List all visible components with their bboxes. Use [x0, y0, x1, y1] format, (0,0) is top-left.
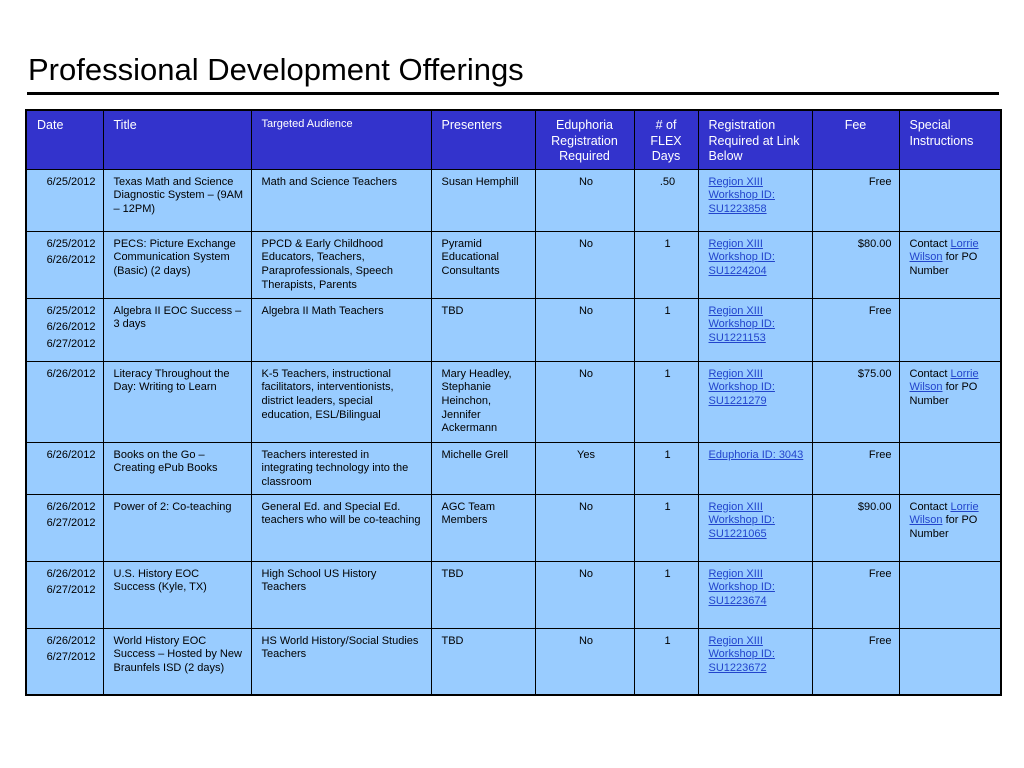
audience-cell: Algebra II Math Teachers — [251, 298, 431, 361]
presenters-cell: Pyramid Educational Consultants — [431, 231, 535, 298]
title-cell: Texas Math and Science Diagnostic System – (9AM – 12PM) — [103, 169, 251, 231]
special-instructions-cell — [899, 361, 1001, 442]
contact-link[interactable]: Lorrie Wilson — [909, 237, 979, 264]
eduphoria-cell: No — [535, 298, 634, 361]
contact-link[interactable]: Lorrie Wilson — [909, 500, 979, 527]
special-instructions-cell — [899, 494, 1001, 561]
header-fee: Fee — [812, 110, 899, 169]
fee-cell: Free — [812, 561, 899, 628]
table-row — [26, 298, 1001, 361]
flex-days-cell: .50 — [634, 169, 698, 231]
flex-days-cell: 1 — [634, 442, 698, 494]
special-suffix: for PO Number — [909, 251, 978, 277]
registration-cell — [698, 361, 812, 442]
audience-cell: High School US History Teachers — [251, 561, 431, 628]
contact-link[interactable]: Lorrie Wilson — [909, 367, 979, 394]
audience-cell: Teachers interested in integrating technology into the classroom — [251, 442, 431, 494]
date-cell — [26, 494, 103, 561]
date-value: 6/26/2012 — [46, 448, 96, 461]
table-header-row — [26, 110, 1001, 169]
table-row — [26, 494, 1001, 561]
fee-cell: Free — [812, 628, 899, 695]
date-cell — [26, 169, 103, 231]
eduphoria-cell: No — [535, 628, 634, 695]
date-value: 6/26/2012 — [46, 367, 96, 380]
registration-link[interactable]: Region XIII Workshop ID: SU1221153 — [708, 304, 775, 344]
header-presenters: Presenters — [431, 110, 535, 169]
flex-days-cell: 1 — [634, 561, 698, 628]
date-value: 6/26/2012 — [46, 567, 96, 580]
title-cell: Power of 2: Co-teaching — [103, 494, 251, 561]
date-value: 6/25/2012 — [46, 175, 96, 188]
date-value: 6/25/2012 — [46, 304, 96, 317]
header-special-instructions: Special Instructions — [899, 110, 1001, 169]
title-cell: Algebra II EOC Success – 3 days — [103, 298, 251, 361]
presenters-cell: AGC Team Members — [431, 494, 535, 561]
presenters-cell: Michelle Grell — [431, 442, 535, 494]
registration-link[interactable]: Region XIII Workshop ID: SU1223672 — [708, 634, 775, 675]
header-registration-link: Registration Required at Link Below — [698, 110, 812, 169]
flex-days-cell: 1 — [634, 628, 698, 695]
special-prefix: Contact — [909, 237, 951, 250]
date-cell — [26, 442, 103, 494]
offerings-table — [25, 109, 1002, 696]
table-body — [26, 169, 1001, 695]
table-row — [26, 169, 1001, 231]
presenters-cell: TBD — [431, 561, 535, 628]
fee-cell: Free — [812, 169, 899, 231]
special-prefix: Contact — [909, 500, 951, 513]
header-targeted-audience: Targeted Audience — [251, 110, 431, 169]
fee-cell: $75.00 — [812, 361, 899, 442]
date-value: 6/25/2012 — [46, 237, 96, 250]
eduphoria-cell: No — [535, 361, 634, 442]
date-value: 6/27/2012 — [46, 517, 96, 530]
special-prefix: Contact — [909, 367, 951, 380]
presenters-cell: TBD — [431, 628, 535, 695]
special-instructions-cell — [899, 231, 1001, 298]
audience-cell: PPCD & Early Childhood Educators, Teachers, Paraprofessionals, Speech Therapists, Parents — [251, 231, 431, 298]
header-flex-days: # of FLEX Days — [634, 110, 698, 169]
flex-days-cell: 1 — [634, 361, 698, 442]
presenters-cell: Mary Headley, Stephanie Heinchon, Jennifer Ackermann — [431, 361, 535, 442]
date-cell — [26, 298, 103, 361]
eduphoria-cell: Yes — [535, 442, 634, 494]
date-value: 6/27/2012 — [46, 651, 96, 664]
special-suffix: for PO Number — [909, 514, 978, 541]
fee-cell: Free — [812, 298, 899, 361]
date-value: 6/26/2012 — [46, 321, 96, 334]
eduphoria-cell: No — [535, 494, 634, 561]
special-instructions-cell — [899, 442, 1001, 494]
title-cell: Books on the Go – Creating ePub Books — [103, 442, 251, 494]
special-instructions-cell — [899, 628, 1001, 695]
date-value: 6/26/2012 — [46, 254, 96, 267]
registration-cell — [698, 169, 812, 231]
registration-cell — [698, 494, 812, 561]
title-cell: World History EOC Success – Hosted by New Braunfels ISD (2 days) — [103, 628, 251, 695]
audience-cell: General Ed. and Special Ed. teachers who will be co-teaching — [251, 494, 431, 561]
presenters-cell: TBD — [431, 298, 535, 361]
title-cell: U.S. History EOC Success (Kyle, TX) — [103, 561, 251, 628]
date-cell — [26, 361, 103, 442]
date-value: 6/26/2012 — [46, 634, 96, 647]
table-row — [26, 628, 1001, 695]
special-instructions-cell — [899, 169, 1001, 231]
date-cell — [26, 628, 103, 695]
special-suffix: for PO Number — [909, 381, 978, 407]
registration-link[interactable]: Region XIII Workshop ID: SU1221279 — [708, 367, 775, 407]
table-row — [26, 231, 1001, 298]
date-value: 6/27/2012 — [46, 584, 96, 597]
title-cell: PECS: Picture Exchange Communication System (Basic) (2 days) — [103, 231, 251, 298]
registration-cell — [698, 628, 812, 695]
header-eduphoria-registration: Eduphoria Registration Required — [535, 110, 634, 169]
registration-link[interactable]: Region XIII Workshop ID: SU1221065 — [708, 500, 775, 541]
fee-cell: Free — [812, 442, 899, 494]
audience-cell: HS World History/Social Studies Teachers — [251, 628, 431, 695]
special-instructions-cell — [899, 298, 1001, 361]
registration-cell — [698, 561, 812, 628]
registration-cell — [698, 231, 812, 298]
registration-cell — [698, 298, 812, 361]
registration-link[interactable]: Eduphoria ID: 3043 — [708, 448, 804, 461]
flex-days-cell: 1 — [634, 494, 698, 561]
table-row — [26, 561, 1001, 628]
flex-days-cell: 1 — [634, 298, 698, 361]
date-cell — [26, 561, 103, 628]
date-value: 6/26/2012 — [46, 500, 96, 513]
registration-link[interactable]: Region XIII Workshop ID: SU1223674 — [708, 567, 775, 608]
date-value: 6/27/2012 — [46, 337, 96, 350]
registration-cell — [698, 442, 812, 494]
fee-cell: $90.00 — [812, 494, 899, 561]
eduphoria-cell: No — [535, 561, 634, 628]
header-title: Title — [103, 110, 251, 169]
special-instructions-cell — [899, 561, 1001, 628]
title-underline — [27, 92, 999, 95]
flex-days-cell: 1 — [634, 231, 698, 298]
audience-cell: K-5 Teachers, instructional facilitators, interventionists, district leaders, special education, ESL/Bilingual — [251, 361, 431, 442]
registration-link[interactable]: Region XIII Workshop ID: SU1224204 — [708, 237, 775, 277]
date-cell — [26, 231, 103, 298]
page-title: Professional Development Offerings — [28, 52, 524, 87]
registration-link[interactable]: Region XIII Workshop ID: SU1223858 — [708, 175, 775, 215]
presenters-cell: Susan Hemphill — [431, 169, 535, 231]
eduphoria-cell: No — [535, 231, 634, 298]
table-row — [26, 361, 1001, 442]
fee-cell: $80.00 — [812, 231, 899, 298]
table-row — [26, 442, 1001, 494]
title-cell: Literacy Throughout the Day: Writing to Learn — [103, 361, 251, 442]
header-date: Date — [26, 110, 103, 169]
audience-cell: Math and Science Teachers — [251, 169, 431, 231]
eduphoria-cell: No — [535, 169, 634, 231]
